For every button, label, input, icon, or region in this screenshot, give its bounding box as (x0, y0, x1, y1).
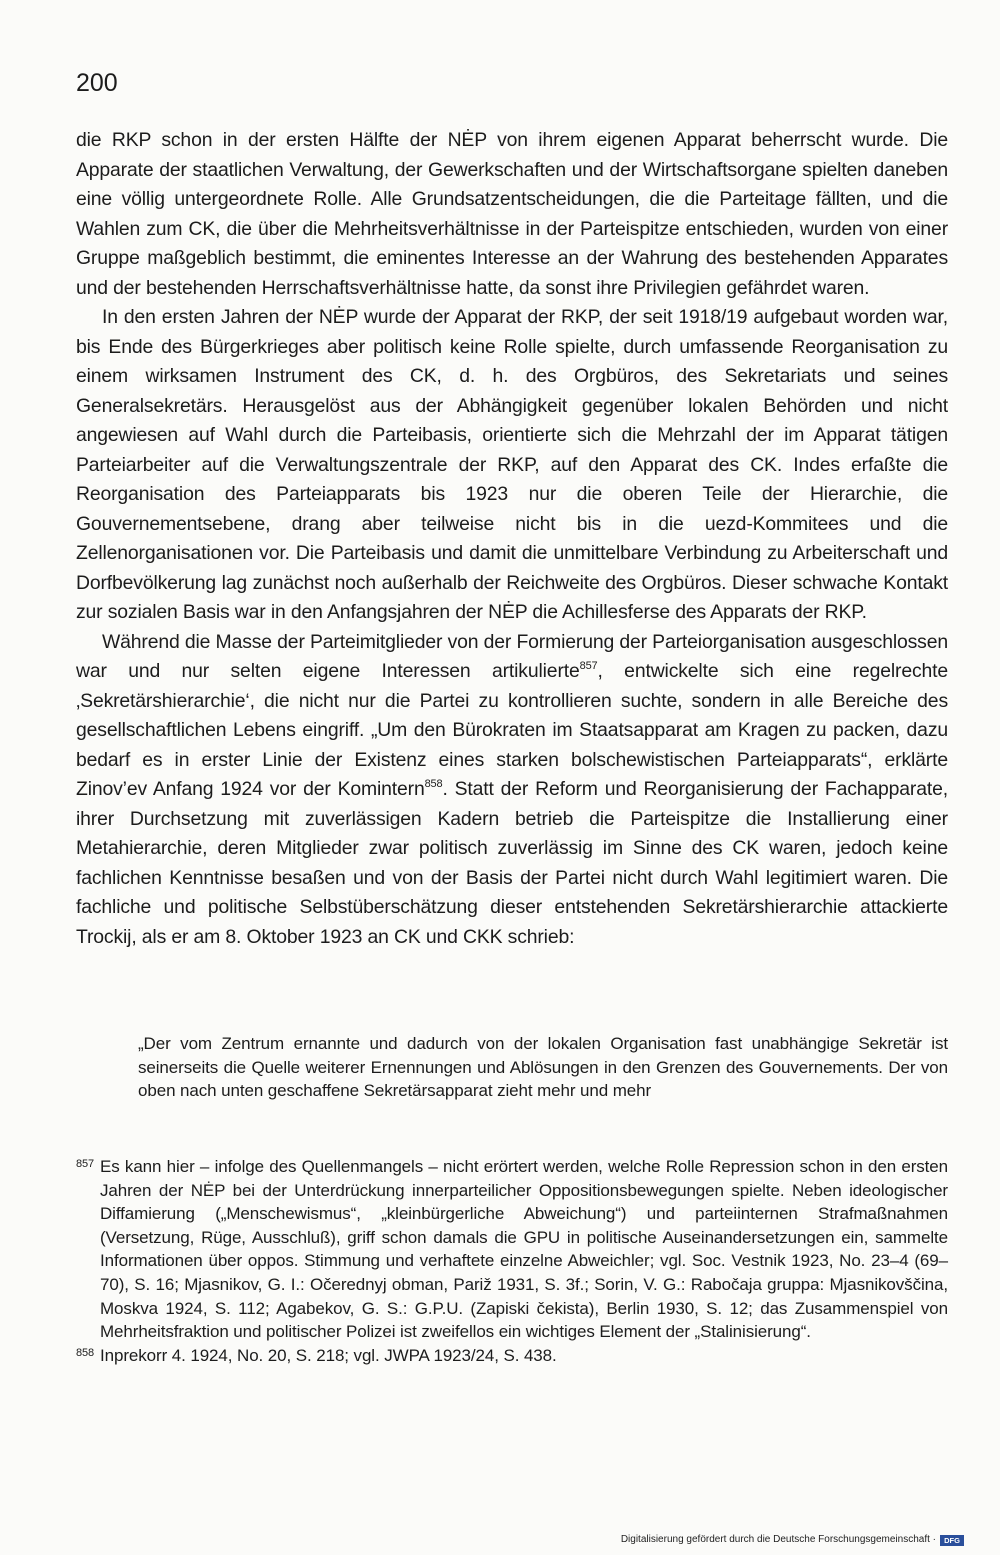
page-number: 200 (76, 69, 118, 97)
block-quote (138, 1032, 948, 1103)
footnote-number: 857 (76, 1158, 95, 1170)
dfg-logo-icon: DFG (940, 1535, 964, 1546)
paragraph-3 (76, 628, 948, 953)
footnotes (76, 1155, 948, 1367)
footnote-text: Es kann hier – infolge des Quellenmangels – nicht erörtert werden, welche Rolle Repression schon in den ersten Jahren der NĖP bei der Unterdrückung innerparteilicher Oppositionsbewegungen spielte. Neben ideologischer Diffamierung („Menschewismus“, „kleinbürgerliche Abweichung“) und parteiinternen Strafmaßnahmen (Versetzung, Rüge, Ausschluß), griff schon damals die GPU in politische Auseinandersetzungen ein, sammelte Informationen über oppos. Stimmung und verhaftete einzelne Abweichler; vgl. Soc. Vestnik 1923, No. 23–4 (69–70), S. 16; Mjasnikov, G. I.: Očerednyj obman, Pariž 1931, S. 3f.; Sorin, V. G.: Rabočaja gruppa: Mjasnikovščina, Moskva 1924, S. 112; Agabekov, G. S.: G.P.U. (Zapiski čekista), Berlin 1930, S. 12; das Zusammenspiel von Mehrheitsfraktion und politischer Polizei ist zweifellos ein wichtiges Element der „Stalinisierung“. (100, 1157, 948, 1342)
paragraph-2: In den ersten Jahren der NĖP wurde der Apparat der RKP, der seit 1918/19 aufgebaut worden war, bis Ende des Bürgerkrieges aber politisch keine Rolle spielte, durch umfassende Reorganisation zu einem wirksamen Instrument des CK, d. h. des Orgbüros, des Sekretariats und seines Generalsekretärs. Herausgelöst aus der Abhängigkeit gegenüber lokalen Behörden und nicht angewiesen auf Wahl durch die Parteibasis, orientierte sich die Mehrzahl der im Apparat tätigen Parteiarbeiter auf die Verwaltungszentrale der RKP, auf den Apparat des CK. Indes erfaßte die Reorganisation des Parteiapparats bis 1923 nur die oberen Teile der Hierarchie, die Gouvernementsebene, drang aber teilweise nicht bis in die uezd-Kommitees und die Zellenorganisationen vor. Die Parteibasis und damit die unmittelbare Verbindung zu Arbeiterschaft und Dorfbevölkerung lag zunächst noch außerhalb der Reichweite des Orgbüros. Dieser schwache Kontakt zur sozialen Basis war in den Anfangsjahren der NĖP die Achillesferse des Apparats der RKP. (76, 306, 948, 623)
footnote-number: 858 (76, 1346, 95, 1359)
footnote-857 (76, 1155, 948, 1344)
body-text (76, 126, 948, 952)
paragraph-1: die RKP schon in der ersten Hälfte der NĖP von ihrem eigenen Apparat beherrscht wurde. Die Apparate der staatlichen Verwaltung, der Gewerkschaften und der Wirtschaftsorgane spielten daneben eine völlig untergeordnete Rolle. Alle Grundsatzentscheidungen, die die Parteitage fällten, und die Wahlen zum CK, die über die Mehrheitsverhältnisse in der Parteispitze entschieden, wurden von einer Gruppe maßgeblich bestimmt, die eminentes Interesse an der Wahrung des bestehenden Apparates und der bestehenden Herrschaftsverhältnisse hatte, da sonst ihre Privilegien gefährdet waren. (76, 129, 948, 299)
footnote-ref-858: 858 (424, 778, 443, 790)
paragraph-3-part-2: , entwickelte sich eine regelrechte ‚Sekretärshierarchie‘, die nicht nur die Partei zu kontrollieren suchte, sondern in alle Bereiche des gesellschaftlichen Lebens eingriff. „Um den Bürokraten im Staatsapparat am Kragen zu packen, dazu bedarf es in erster Linie der Existenz eines starken bolschewistischen Parteiapparats“, erklärte Zinov’ev Anfang 1924 vor der Komintern (76, 660, 948, 800)
footnote-text: Inprekorr 4. 1924, No. 20, S. 218; vgl. JWPA 1923/24, S. 438. (100, 1345, 557, 1365)
paragraph-3-part-3: . Statt der Reform und Reorganisierung der Fachapparate, ihrer Durchsetzung mit zuverlässigen Kadern betrieb die Parteispitze die Installierung einer Metahierarchie, deren Mitglieder zwar politisch zuverlässig im Sinne des CK waren, jedoch keine fachlichen Kenntnisse besaßen und von der Basis der Partei nicht durch Wahl legitimiert waren. Die fachliche und politische Selbstüberschätzung dieser entstehenden Sekretärshierarchie attackierte Trockij, als er am 8. Oktober 1923 an CK und CKK schrieb: (76, 778, 948, 948)
quote-text: „Der vom Zentrum ernannte und dadurch von der lokalen Organisation fast unabhängige Sekretär ist seinerseits die Quelle weiterer Ernennungen und Ablösungen in den Grenzen des Gouvernements. Der von oben nach unten geschaffene Sekretärsapparat zieht mehr und mehr (138, 1034, 948, 1100)
credit-text: Digitalisierung gefördert durch die Deutsche Forschungsgemeinschaft · (620, 1534, 936, 1545)
footnote-ref-857: 857 (579, 660, 598, 672)
footnote-858 (76, 1344, 948, 1368)
paragraph-3-part-1: Während die Masse der Parteimitglieder von der Formierung der Parteiorganisation ausgeschlossen war und nur selten eigene Interessen artikulierte (76, 630, 948, 682)
digitization-credit (621, 1534, 964, 1546)
